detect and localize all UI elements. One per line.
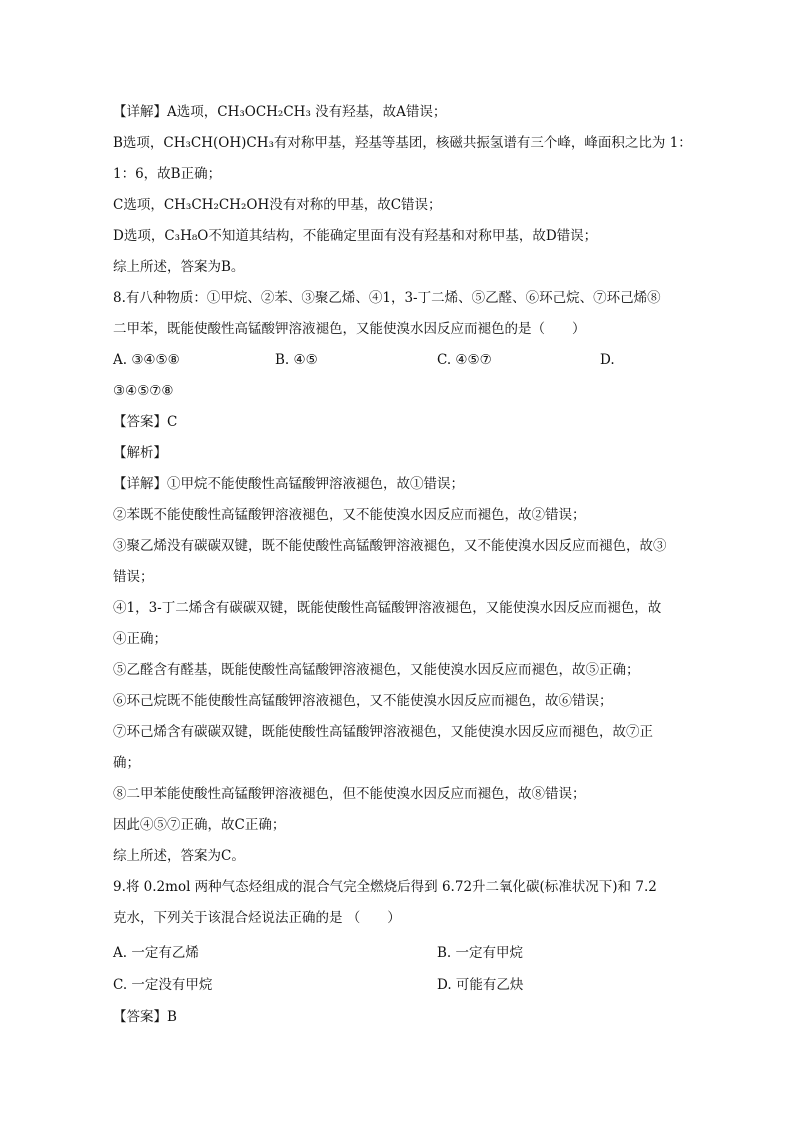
text-line: 因此④⑤⑦正确，故C正确； [113,817,286,833]
text-line: ⑤乙醛含有醛基，既能使酸性高锰酸钾溶液褪色，又能使溴水因反应而褪色，故⑤正确； [113,662,640,678]
answer-label: 【答案】B [113,1009,177,1025]
text-line: 【详解】A选项，CH₃OCH₂CH₃ 没有羟基，故A错误； [113,104,447,120]
text-line: 综上所述，答案为C。 [113,848,245,864]
text-line: ②苯既不能使酸性高锰酸钾溶液褪色，又不能使溴水因反应而褪色，故②错误； [113,507,586,523]
text-line: ③聚乙烯没有碳碳双键，既不能使酸性高锰酸钾溶液褪色，又不能使溴水因反应而褪色，故③ [113,538,667,554]
q9-option-a: A. 一定有乙烯 [113,945,199,961]
q8-option-a: A. ③④⑤⑧ [113,352,180,368]
q8-option-c: C. ④⑤⑦ [437,352,492,368]
q8-option-d-value: ③④⑤⑦⑧ [113,383,174,399]
text-line: ④1，3-丁二烯含有碳碳双键，既能使酸性高锰酸钾溶液褪色，又能使溴水因反应而褪色，故 [113,600,662,616]
text-line: 1：6，故B正确； [113,166,222,182]
question-9-stem: 克水，下列关于该混合烃说法正确的是 （ ） [113,910,401,926]
text-line: 错误； [113,569,154,585]
q9-option-c: C. 一定没有甲烷 [113,977,213,993]
text-line: ⑧二甲苯能使酸性高锰酸钾溶液褪色，但不能使溴水因反应而褪色，故⑧错误； [113,786,586,802]
q9-option-b: B. 一定有甲烷 [437,945,524,961]
text-line: ⑦环己烯含有碳碳双键，既能使酸性高锰酸钾溶液褪色，又能使溴水因反应而褪色，故⑦正 [113,724,653,740]
q8-option-b: B. ④⑤ [275,352,318,368]
text-line: ④正确； [113,631,167,647]
text-line: 【详解】①甲烷不能使酸性高锰酸钾溶液褪色，故①错误； [113,476,464,492]
q8-option-d: D. [600,352,615,368]
text-line: ⑥环己烷既不能使酸性高锰酸钾溶液褪色，又不能使溴水因反应而褪色，故⑥错误； [113,693,613,709]
question-8-stem: 二甲苯，既能使酸性高锰酸钾溶液褪色，又能使溴水因反应而褪色的是（ ） [113,321,586,337]
question-9-stem: 9.将 0.2mol 两种气态烃组成的混合气完全燃烧后得到 6.72升二氧化碳(标准状况下)和 7.2 [113,879,657,895]
text-line: 确； [113,755,140,771]
q9-option-d: D. 可能有乙炔 [437,977,524,993]
text-line: B选项，CH₃CH(OH)CH₃有对称甲基，羟基等基团，核磁共振氢谱有三个峰，峰面积之比为 1： [113,135,692,151]
text-line: 综上所述，答案为B。 [113,259,245,275]
text-line: C选项，CH₃CH₂CH₂OH没有对称的甲基，故C错误； [113,197,442,213]
answer-label: 【答案】C [113,414,178,430]
question-8-stem: 8.有八种物质：①甲烷、②苯、③聚乙烯、④1，3-丁二烯、⑤乙醛、⑥环己烷、⑦环己烯⑧ [113,290,661,306]
text-line: D选项，C₃H₈O不知道其结构，不能确定里面有没有羟基和对称甲基，故D错误； [113,228,598,244]
analysis-label: 【解析】 [113,445,167,461]
